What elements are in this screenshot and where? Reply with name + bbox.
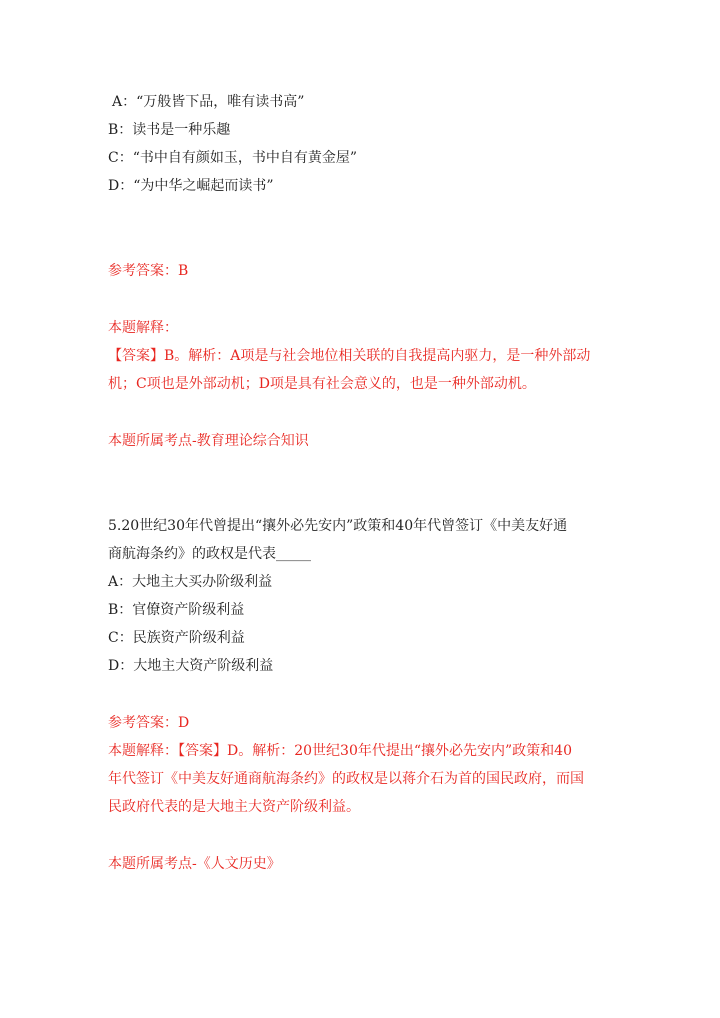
q5-explanation-line-3: 民政府代表的是大地主大资产阶级利益。 [108, 799, 360, 815]
q5-question-line-2: 商航海条约》的政权是代表_____ [108, 546, 311, 562]
q4-topic: 本题所属考点-教育理论综合知识 [108, 433, 309, 449]
q5-option-d: D：大地主大资产阶级利益 [108, 658, 274, 674]
q4-option-a: A：“万般皆下品，唯有读书高” [112, 94, 305, 110]
q5-question-line-1: 5.20世纪30年代曾提出“攘外必先安内”政策和40年代曾签订《中美友好通 [108, 518, 568, 534]
q4-explanation-line-2: 机；C项也是外部动机；D项是具有社会意义的，也是一种外部动机。 [108, 376, 536, 392]
q5-option-b: B：官僚资产阶级利益 [108, 602, 245, 618]
q5-answer: 参考答案：D [108, 715, 190, 731]
q5-explanation-line-2: 年代签订《中美友好通商航海条约》的政权是以蒋介石为首的国民政府，而国 [108, 771, 584, 787]
q4-option-c: C：“书中自有颜如玉，书中自有黄金屋” [108, 150, 358, 166]
q4-explanation-line-1: 【答案】B。解析：A项是与社会地位相关联的自我提高内驱力，是一种外部动 [108, 348, 591, 364]
q5-option-c: C：民族资产阶级利益 [108, 630, 245, 646]
q4-explanation-label: 本题解释： [108, 320, 178, 336]
q4-option-b: B：读书是一种乐趣 [108, 122, 231, 138]
q5-option-a: A：大地主大买办阶级利益 [108, 574, 273, 590]
q4-answer: 参考答案：B [108, 263, 189, 279]
q5-topic: 本题所属考点-《人文历史》 [108, 856, 281, 872]
q5-explanation-line-1: 本题解释：【答案】D。解析：20世纪30年代提出“攘外必先安内”政策和40 [108, 743, 572, 759]
q4-option-d: D：“为中华之崛起而读书” [108, 178, 274, 194]
